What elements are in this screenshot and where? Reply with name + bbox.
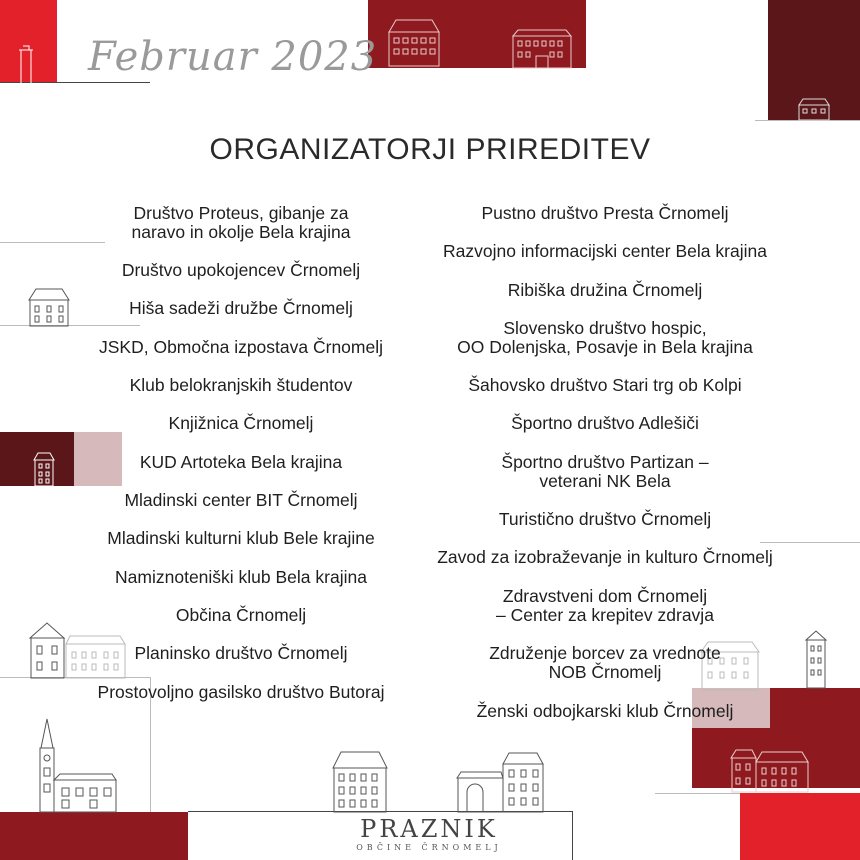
list-item-line: Mladinski center BIT Črnomelj [124, 490, 358, 510]
list-item-line: Razvojno informacijski center Bela krajina [443, 241, 767, 261]
list-item [418, 644, 792, 682]
logo-subtitle: OBČINE ČRNOMELJ [356, 843, 502, 852]
list-item [70, 261, 412, 280]
list-item-line: Društvo Proteus, gibanje za [133, 203, 349, 223]
list-item-line: Namiznoteniški klub Bela krajina [115, 567, 367, 587]
list-item-line: naravo in okolje Bela krajina [131, 222, 351, 242]
gate-buildings-icon [455, 752, 545, 812]
list-item-line: Turistično društvo Črnomelj [498, 509, 712, 529]
list-item-line: Planinsko društvo Črnomelj [134, 643, 348, 663]
building-icon [332, 750, 388, 812]
building-icon [730, 748, 810, 792]
list-item-line: KUD Artoteka Bela krajina [139, 452, 343, 472]
house-icon [28, 288, 70, 326]
list-item-line: Športno društvo Partizan – [501, 452, 709, 472]
list-item-line: Zdravstveni dom Črnomelj [502, 586, 708, 606]
divider-line [655, 793, 740, 794]
list-item-line: veterani NK Bela [539, 471, 671, 491]
praznik-logo [334, 815, 524, 852]
list-item [418, 548, 792, 567]
list-item [70, 568, 412, 587]
list-item-line: Občina Črnomelj [175, 605, 307, 625]
list-item [418, 510, 792, 529]
list-item-line: OO Dolenjska, Posavje in Bela krajina [457, 337, 753, 357]
list-item [418, 204, 792, 223]
list-item [418, 281, 792, 300]
list-item-line: Zavod za izobraževanje in kulturo Črnomelj [437, 547, 773, 567]
list-item [418, 319, 792, 357]
logo-name: PRAZNIK [360, 815, 498, 843]
list-item [70, 529, 412, 548]
divider-line [572, 811, 573, 860]
list-item-line: Pustno društvo Presta Črnomelj [481, 203, 729, 223]
list-item [70, 204, 412, 242]
list-item-line: Slovensko društvo hospic, [503, 318, 707, 338]
list-item [70, 376, 412, 395]
list-item [418, 376, 792, 395]
list-item-line: Prostovoljno gasilsko društvo Butoraj [97, 682, 385, 702]
dark-red-block-bottom-left [0, 812, 188, 860]
building-icon [388, 18, 440, 66]
list-item [70, 606, 412, 625]
list-item-line: Knjižnica Črnomelj [168, 413, 314, 433]
house-icon [798, 98, 830, 120]
building-icon [512, 28, 572, 68]
list-item-line: Ženski odbojkarski klub Črnomelj [476, 701, 734, 721]
list-item-line: Športno društvo Adlešiči [511, 413, 699, 433]
divider-line [760, 542, 860, 543]
list-item [70, 644, 412, 663]
list-item [70, 414, 412, 433]
list-item-line: Društvo upokojencev Črnomelj [121, 260, 361, 280]
list-item-line: NOB Črnomelj [548, 662, 662, 682]
list-item-line: Ribiška družina Črnomelj [507, 280, 703, 300]
list-item-line: Združenje borcev za vrednote [489, 643, 721, 663]
month-heading: Februar 2023 [88, 34, 378, 80]
list-item-line: Šahovsko društvo Stari trg ob Kolpi [468, 375, 742, 395]
list-item [418, 453, 792, 491]
list-item-line: JSKD, Območna izpostava Črnomelj [99, 337, 383, 357]
list-item-line: Klub belokranjskih študentov [129, 375, 353, 395]
list-item [418, 587, 792, 625]
list-item [70, 299, 412, 318]
list-item [70, 338, 412, 357]
divider-line [0, 325, 140, 326]
church-icon [36, 718, 118, 812]
list-item [418, 702, 792, 721]
tower-icon [33, 452, 55, 486]
page-title: ORGANIZATORJI PRIREDITEV [209, 133, 651, 166]
list-item [418, 414, 792, 433]
divider-line [0, 242, 105, 243]
list-item [70, 491, 412, 510]
tower-icon [804, 630, 828, 688]
list-item-line: Mladinski kulturni klub Bele krajine [107, 528, 375, 548]
list-item [70, 683, 412, 702]
list-item-line: – Center za krepitev zdravja [496, 605, 714, 625]
tower-icon [16, 44, 36, 84]
list-item [70, 453, 412, 472]
list-item [418, 242, 792, 261]
list-item-line: Hiša sadeži družbe Črnomelj [129, 298, 353, 318]
red-block-bottom-right [740, 793, 860, 860]
